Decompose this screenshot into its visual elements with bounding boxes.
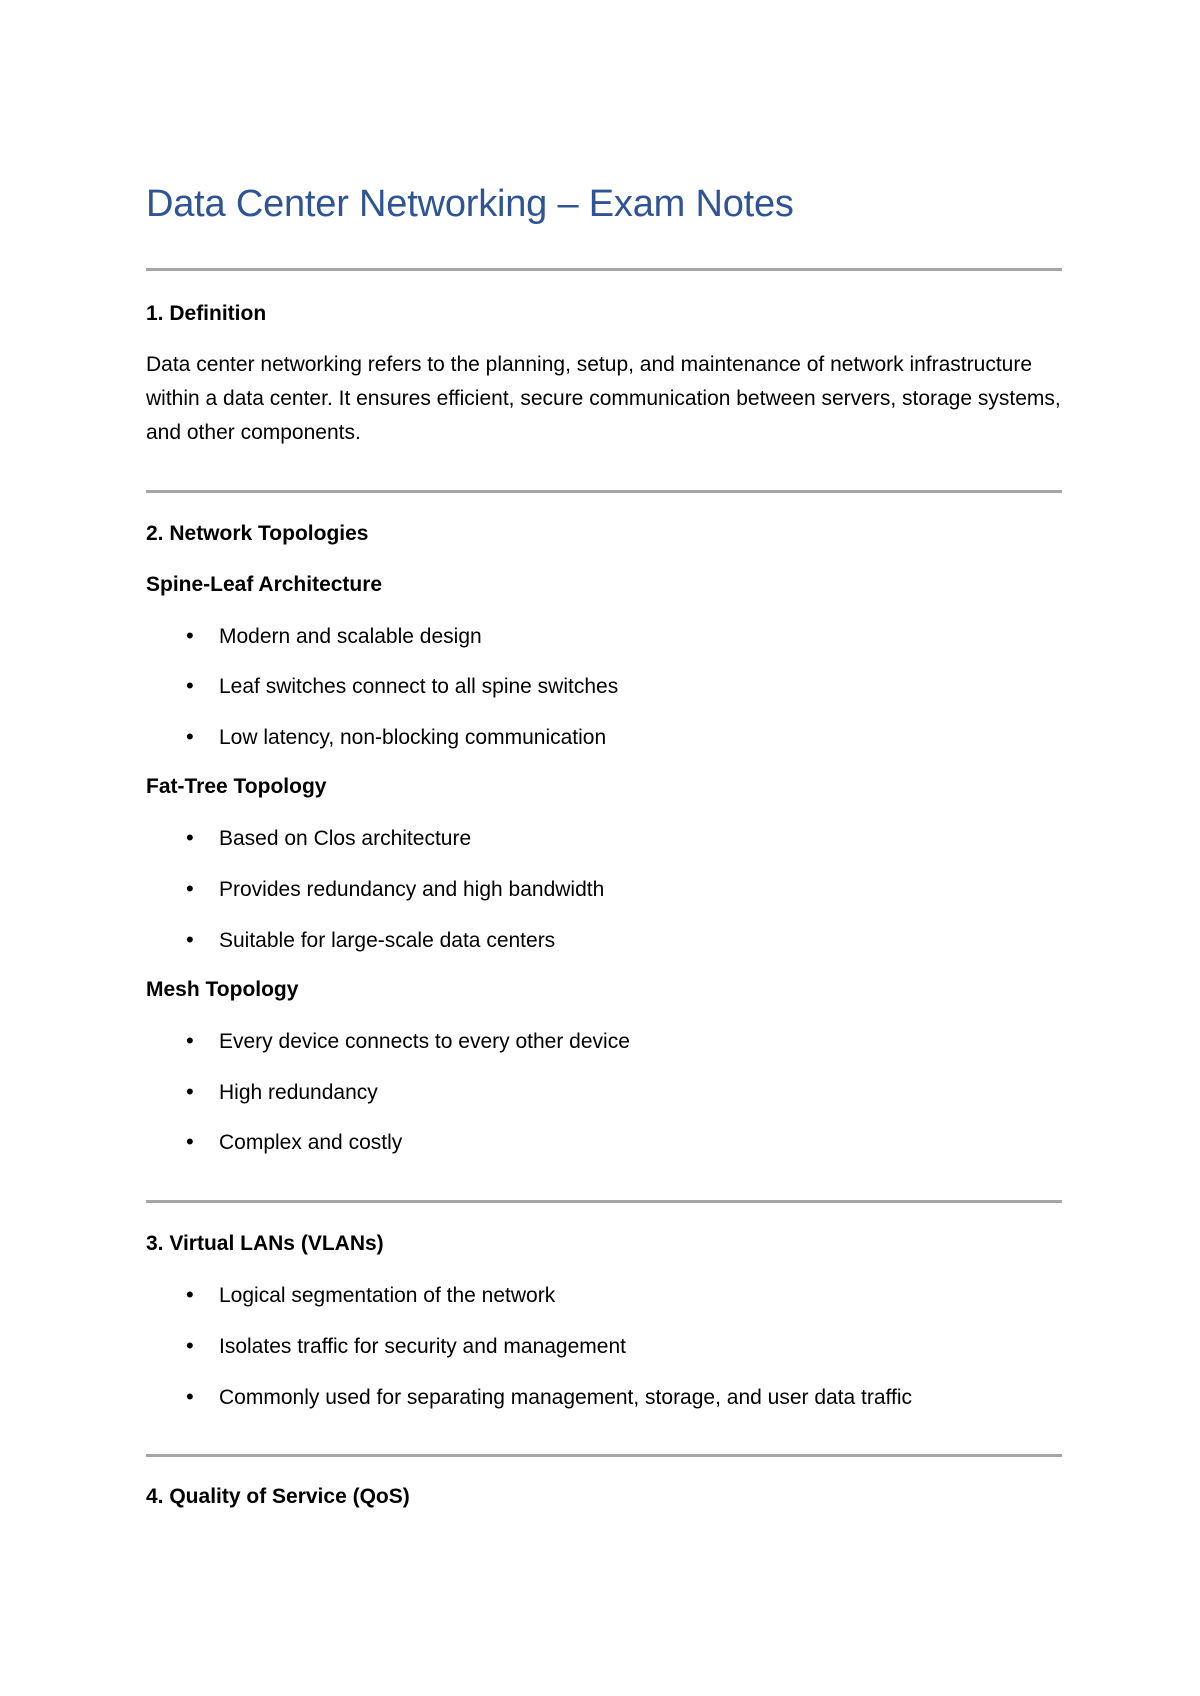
subheading-spine-leaf: Spine-Leaf Architecture bbox=[146, 573, 383, 596]
section-heading-definition: 1. Definition bbox=[146, 302, 267, 325]
list-item: • Complex and costly bbox=[186, 1127, 402, 1158]
list-item: • Logical segmentation of the network bbox=[186, 1280, 555, 1311]
subheading-mesh: Mesh Topology bbox=[146, 978, 299, 1001]
divider bbox=[146, 1454, 1062, 1457]
divider bbox=[146, 268, 1062, 271]
bullet-icon: • bbox=[186, 1129, 194, 1154]
bullet-icon: • bbox=[186, 1384, 194, 1409]
bullet-icon: • bbox=[186, 623, 194, 648]
bullet-icon: • bbox=[186, 673, 194, 698]
list-item: • Low latency, non-blocking communication bbox=[186, 722, 606, 753]
divider bbox=[146, 490, 1062, 493]
bullet-icon: • bbox=[186, 1333, 194, 1358]
bullet-icon: • bbox=[186, 825, 194, 850]
subheading-fat-tree: Fat-Tree Topology bbox=[146, 775, 327, 798]
bullet-icon: • bbox=[186, 1028, 194, 1053]
list-item: • Based on Clos architecture bbox=[186, 823, 471, 854]
bullet-icon: • bbox=[186, 724, 194, 749]
bullet-icon: • bbox=[186, 1079, 194, 1104]
document-title: Data Center Networking – Exam Notes bbox=[146, 183, 794, 225]
list-item: • High redundancy bbox=[186, 1077, 378, 1108]
section-heading-qos: 4. Quality of Service (QoS) bbox=[146, 1485, 410, 1508]
list-item: • Isolates traffic for security and management bbox=[186, 1331, 626, 1362]
list-item: • Modern and scalable design bbox=[186, 621, 482, 652]
list-item: • Every device connects to every other device bbox=[186, 1026, 630, 1057]
divider bbox=[146, 1200, 1062, 1203]
section-heading-vlans: 3. Virtual LANs (VLANs) bbox=[146, 1232, 384, 1255]
section-heading-topologies: 2. Network Topologies bbox=[146, 522, 369, 545]
list-item: • Suitable for large-scale data centers bbox=[186, 925, 555, 956]
list-item: • Leaf switches connect to all spine switches bbox=[186, 671, 618, 702]
list-item: • Provides redundancy and high bandwidth bbox=[186, 874, 604, 905]
bullet-icon: • bbox=[186, 876, 194, 901]
definition-paragraph: Data center networking refers to the planning, setup, and maintenance of network infrastructure within a data center. It ensures efficient, secure communication between servers, storage systems, and other components. bbox=[146, 353, 1061, 444]
bullet-icon: • bbox=[186, 1282, 194, 1307]
bullet-icon: • bbox=[186, 927, 194, 952]
list-item: • Commonly used for separating management, storage, and user data traffic bbox=[186, 1382, 912, 1413]
